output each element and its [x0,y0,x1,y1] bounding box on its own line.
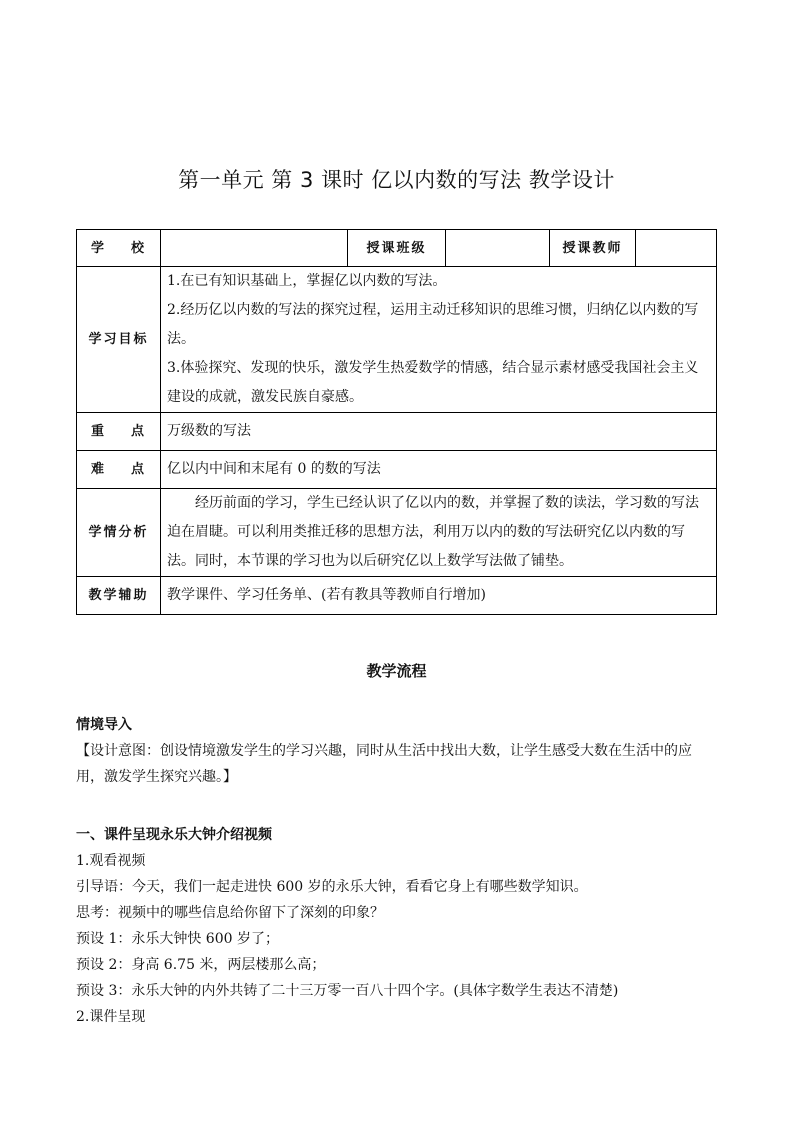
class-value [446,230,550,267]
goal-item: 2.经历亿以内数的写法的探究过程，运用主动迁移知识的思维习惯，归纳亿以内数的写法。 [167,302,699,347]
intro-heading: 情境导入 [76,717,132,733]
goals-label: 学习目标 [77,267,161,413]
intro-section [76,712,716,790]
table-row [77,489,717,577]
aids-label: 教学辅助 [77,577,161,615]
flow-line: 预设 2：身高 6.75 米，两层楼那么高； [76,957,326,973]
flow-heading: 教学流程 [366,662,427,680]
table-row [77,577,717,615]
flow-line: 2.课件呈现 [76,1009,146,1025]
table-row [77,267,717,413]
goals-value [161,267,717,413]
school-label: 学 校 [77,230,161,267]
lesson-info-table [76,229,717,615]
class-label: 授课班级 [348,230,446,267]
flow-line: 预设 1：永乐大钟快 600 岁了； [76,931,279,947]
key-point-value: 万级数的写法 [161,413,717,451]
flow-line: 思考：视频中的哪些信息给你留下了深刻的印象？ [76,905,384,921]
table-row [77,230,717,267]
school-value [161,230,348,267]
aids-value: 教学课件、学习任务单、(若有教具等教师自行增加) [161,577,717,615]
flow-line: 1.观看视频 [76,853,146,869]
analysis-label: 学情分析 [77,489,161,577]
table-row [77,451,717,489]
goal-item: 3.体验探究、发现的快乐，激发学生热爱数学的情感，结合显示素材感受我国社会主义建设的成就，激发民族自豪感。 [167,360,699,405]
table-row [77,413,717,451]
analysis-text: 经历前面的学习，学生已经认识了亿以内的数，并掌握了数的读法，学习数的写法迫在眉睫。可以利用类推迁移的思想方法，利用万以内的数的写法研究亿以内数的写法。同时，本节课的学习也为以后研究亿以上数学写法做了铺垫。 [167,495,699,569]
flow-line: 预设 3：永乐大钟的内外共铸了二十三万零一百八十四个字。(具体字数学生表达不清楚) [76,983,619,999]
analysis-value [161,489,717,577]
difficulty-label: 难 点 [77,451,161,489]
key-point-label: 重 点 [77,413,161,451]
section-one [76,822,716,1030]
design-intent: 【设计意图：创设情境激发学生的学习兴趣，同时从生活中找出大数，让学生感受大数在生活中的应用，激发学生探究兴趣。】 [76,743,692,785]
difficulty-value: 亿以内中间和末尾有 0 的数的写法 [161,451,717,489]
teacher-label: 授课教师 [550,230,636,267]
goal-item: 1.在已有知识基础上，掌握亿以内数的写法。 [167,273,447,289]
teacher-value [636,230,717,267]
flow-line: 引导语：今天，我们一起走进快 600 岁的永乐大钟，看看它身上有哪些数学知识。 [76,879,588,895]
section1-heading: 一、课件呈现永乐大钟介绍视频 [76,827,272,843]
page-title: 第一单元 第 3 课时 亿以内数的写法 教学设计 [178,168,615,192]
